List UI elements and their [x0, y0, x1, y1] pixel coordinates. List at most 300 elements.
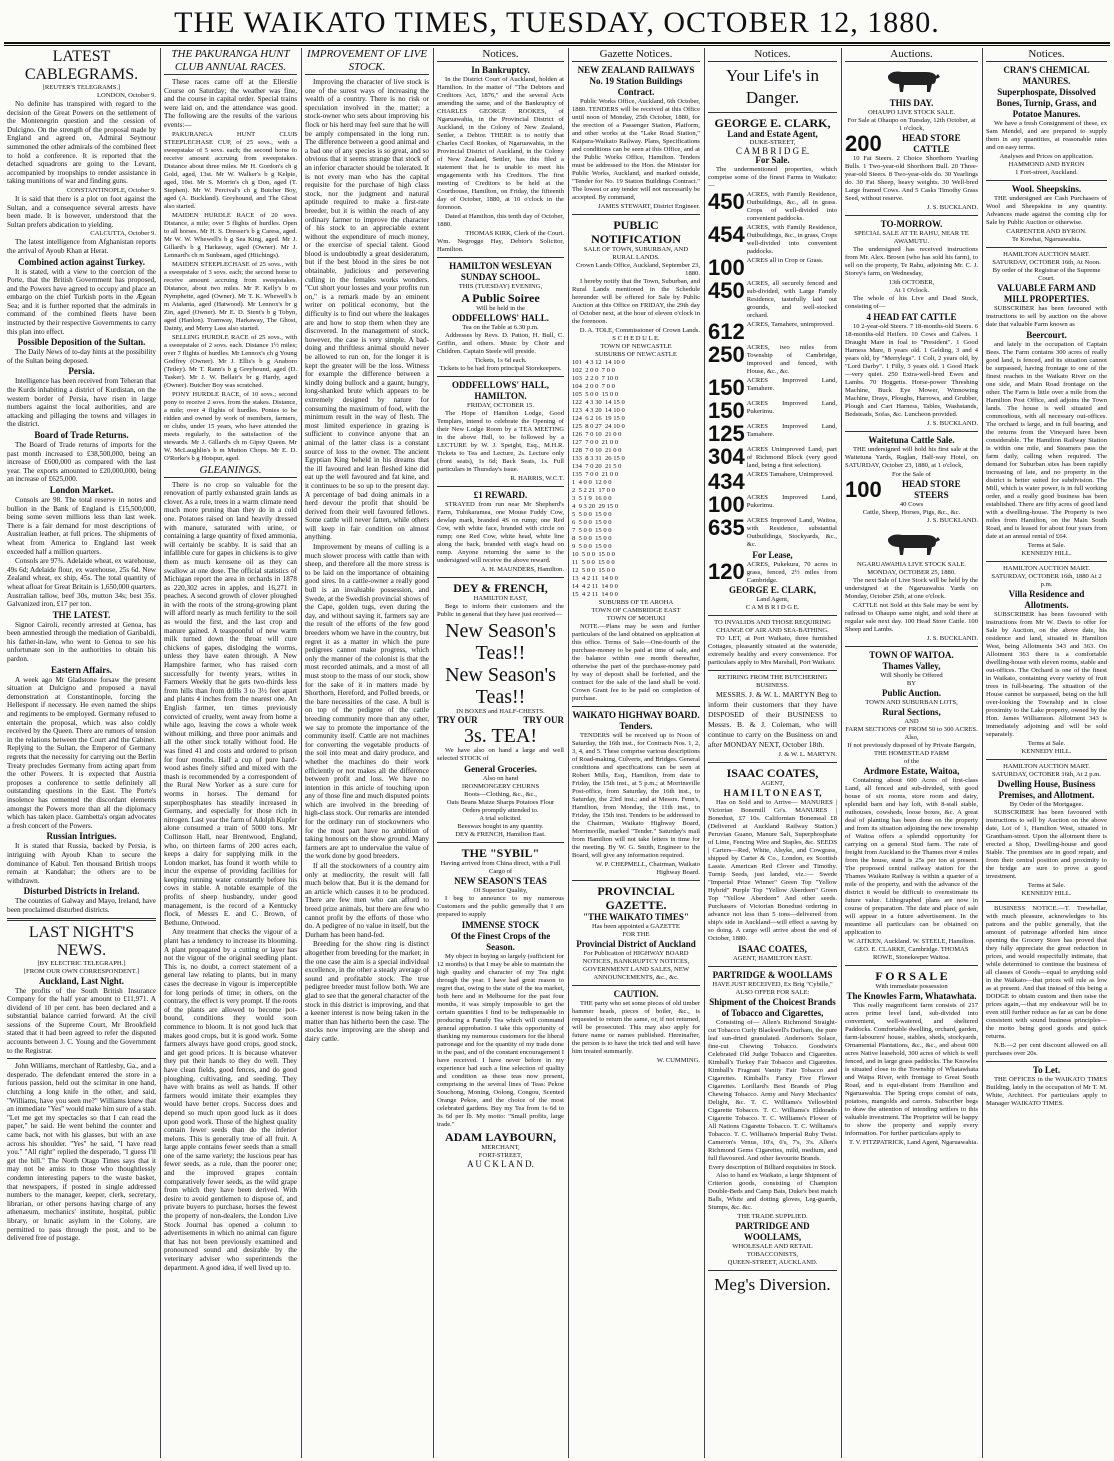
schedule-row: 101 4 3 12 14 10 0 [572, 359, 625, 366]
notice-body: Public Works Office, Auckland, 6th October, 1880. TENDERS will be received at this Office until noon of Monday, 25th October, 1880, for the erection of a Passenger Station, Platform, and other works at the "Lake Road Station," Kaipara-Waikato Railway. Plans, Specifications and conditions can be seen at this Office, and at the Public Works Office, Hamilton. Tenders must be addressed to the Hon. the Minister for Public Works, Auckland, and marked outside, "Tender for No. 19 Station Buildings Contract." The lowest or any tender will not necessarily be accepted. By command, [572, 98, 700, 201]
credit: [BY ELECTRIC TELEGRAPH.] [37, 959, 126, 967]
notice-line: PARTRIDGE AND WOOLLAMS, [735, 1221, 810, 1243]
schedule-row: 12 5 0 0 15 0 0 [572, 567, 615, 574]
notice-line: Every description of Billiard requisites in Stock. [708, 1164, 837, 1172]
notice-line: H A M I L T O N E A S T, [723, 788, 822, 799]
land-description: ACRES all in Crop or Grass. [746, 257, 824, 265]
section-heading: Auctions. [845, 48, 978, 62]
article-paragraph: It is stated, with a view to the coercion of the Porte, that the British Government has proposed, and the Powers have agreed to occupy and place an embargo on the chief Turkish ports in the Ægean Sea; and it is further reported that the admirals in command of the combined fleets have been instructed by their respective Governments to carry this plan into effect. [7, 267, 156, 336]
notice-body: The undermentioned properties, which comprise some of the finest Farms in Waikato:— [708, 166, 837, 190]
schedule-row: 10 5 0 0 15 0 0 [572, 551, 615, 558]
article-paragraph: The profits of the South British Insurance Company for the half year amount to £11,971. A dividend of 10 per cent. has been declared and a substantial balance carried forward. At the civil sessions of the Supreme Court, Mr Brookfield stated that it had been agreed to refer the disputed accounts between J. C. Young and the Government to the Registrar. [7, 986, 156, 1055]
notice-line: For Lease, [752, 550, 793, 561]
article-paragraph: Improving the character of live stock is one of the surest ways of increasing the wealth of a country. There is no risk or speculation involved in the matter; a stock-owner who sets about improving his flock or his herd may feel sure that he will be amply compensated in the long run. The difference between a good animal and a bad one of any species is so great, and so obvious that it seems strange that stock of an inferior character should be tolerated. It is not every man who has the capital requisite for the purchase of high class stock, nor the judgment and natural aptitude required to make a first-rate breeder, but it is within the reach of any ordinary farmer to improve the character of his stock to an appreciable extent without the expenditure of much money, or the exercise of special talent. Good blood is undoubtedly a great desideratum, but if the best blood in the sires be not obtainable, judicious and persevering culling in the females works wonders. "Cut short your losses and your profits run on," is a remark made by an eminent writer on political economy, but the difficulty is to find out where the leakages are and how to stop them when they are discovered. In the management of stock, however, the case is very simple. A bad-doing and thriftless animal should never be allowed to run on, for the longer it is kept the greater will be the loss. Witness for example the difference between a kindly doing bullock and a gaunt, hungry, long-shanked brute which appears to be extremely designed by nature for consuming the maximum of food, with the minimum result in the way of flesh. The most limited experience in grazing is sufficient to convince anyone that an animal of the latter class is a constant source of loss to the owner. The ancient Egyptian King beheld in his dreams that the ill favoured and lean fleshed kine did eat up the well favoured and fat kine, and it continues to be so up to the present day. A percentage of bad doing animals in a herd devour the profit that should be derived from their well favoured fellows. Some cattle will never fatten, while others will keep in fair condition on almost anything. [305, 78, 429, 542]
acreage: 434 [708, 469, 745, 495]
subheading: Auckland, Last Night. [38, 975, 125, 986]
notice-line: Villa Residence and Allotments. [1008, 589, 1085, 610]
signature: HAMMOND AND BYRON [1008, 161, 1085, 168]
section-heading: Notices. [986, 48, 1107, 62]
notice-body: The next Sale of Live Stock will be held by the undersigned at the Ngaruawahia Yards on Monday, October 25th, at one o'clock. [845, 577, 978, 600]
schedule-row: 133 8 3 31 26 15 0 [572, 455, 625, 462]
notice-body: The whole of his Live and Dead Stock, consisting of— [845, 295, 978, 310]
heading-latest-cablegrams: LATEST CABLEGRAMS. [24, 48, 139, 83]
article-paragraph: Breeding for the show ring is distinct altogether from breeding for the market; in the one case the aim is a special individual excellence, in the other a steady average of sound and profitable stock. The true pedigree breeder must follow both. We are glad to see that the general character of the stock in this district is improving, and that a keener interest is now being taken in the matter than has hitherto been the case. The stocks now improving are the sheep and dairy cattle. [305, 940, 429, 1043]
notice-body: THE undersigned will hold his first sale at the Waitetuna Yards, Raglan, Half-way Hotel, on SATURDAY, October 23, 1880, at 1 o'clock, [845, 446, 978, 469]
notice-line: ODDFELLOWS' HALL. [451, 313, 550, 323]
article-paragraph: Intelligence has been received from Teheran that the Kurds inhabiting a district of Kurdistan, on the western border of Persia, have risen in large numbers against the local authorities, and are attacking and pillaging the towns and villages in the district. [7, 377, 156, 429]
article-paragraph: The Board of Trade returns of imports for the past month increased to £38,500,000, being an increase of £600,000 as compared with the last year. The exports amounted to £20,000,000, being an increase of £625,000. [7, 441, 156, 484]
land-description: ACRES, with Family Residence, Outbuildings, &c., all in grass. Crops of well-divided into convenient paddocks. [746, 191, 837, 223]
divider [572, 880, 700, 881]
acreage: 120 [708, 559, 745, 585]
signature: D. A. TOLE, Commissioner of Crown Lands. [579, 327, 700, 334]
land-description: ACRES, with Family Residence, Outbuildings, &c., in grass, Crops well-divided into convenient paddocks. [746, 224, 837, 256]
notice-line: Rural Sections, [882, 707, 941, 717]
article-paragraph: There is no crop so valuable for the renovation of partly exhausted grain lands as clover. As a rule, trees in a warm climate need much more pruning than they do in a cold one. Potatoes raised on land heavily dressed with manure, saturated with urine, or containing a large quantity of fixed ammonia, will certainly be scabby. It is said that an infallible cure for gapes in chickens is to give them as much kerosene oil as they can swallow at one dose. The official statistics of Michigan report the area in orchards in 1878 as 220,302 acres in apples, and 16,271 in peaches. A second growth of clover ploughed in with the roots of the strong-growing plant will afford nearly as much fertility to the soil as would the first, and the last crop and manure gained. A teaspoonful of new warm milk turned down the throat will cure chickens of gapes, dislodging the worms, unless they have eaten through. A New Hampshire farmer, who has raised corn successfully for twenty years, writes in Farmers Weekly that he gets two-thirds less from hills than from drills 3 to 3½ feet apart and plants 4 inches from the nearest one. An English farmer, ten times previously convicted of cruelty, went away from home a while ago, leaving the cows a whole week without milking, and three poor animals and all the other stock totally without food. He was fined 41 and costs and ordered to prison for four months. Half a cup of pure hard-wood ashes finely sifted and mixed with the mash is recommended by a correspondent of the Rural New Yorker as a sure cure for worms in horses. The demand for superphosphates has steadily increased in Germany, and especially for those rich in nitrogen. Last year the farm of Adolph Kupfer alone consumed a train of 5000 tons. Mr Collinson Hall, near Brentwood, England, who, on thirteen farms of 200 acres each, keeps a dairy for supplying milk in the London market, has found it worth while to incur the expense of providing facilities for keeping running water constantly before his cows in stable. A notable example of the profits of sheep husbandry, under good management, is the record of a Kentucky flock, of Messrs E. and C. Brown, of Bethune, Ontwood. [164, 480, 297, 927]
article-paragraph: The counties of Galway and Mayo, Ireland, have been proclaimed disturbed districts. [7, 897, 156, 914]
article-paragraph: Improvement by means of culling is a much slower process with cattle than with sheep, and therefore all the more stress is to be laid on the importance of obtaining good sires. In a cattle-owner a really good bull is an invaluable possession, and Swede, at the Swedish provincial shows of the Cape, golden tugs, even during the day, and without saying it, farmers say are the result of the efforts of the few good breeders whom we have in the country, but regret it as a matter in which the pure pedigrees cannot make progress, which only the manner of the colonist is that the most recorded animals, and a most of all must stoop to the mass of our stock, show for the sake of it in matters made by Shorthorn, Hereford, and Polled breeds, or the bare necessities of the case. A bull is on top of the pedigree of the cattle breeding community more than any other, we say to promote the importance of the community itself. Cattle are not machines for converting the vegetable products of the soil into meat and dairy produce, and whether the machines do their work efficiently or not makes all the difference between profit and loss. We have no intention in this article of touching upon any of those fine and much disputed points which are involved in the breeding of high-class stock. Our remarks are intended for the ordinary run of stockowners who for the most part have no ambition of taking honours on the show ground. Many farmers are apt to undervalue the value of the work done by good breeders. [305, 543, 429, 861]
notice-line: NEW SEASON'S TEAS [454, 875, 547, 886]
heading-pakuranga-hunt: THE PAKURANGA HUNT CLUB ANNUAL RACES. [164, 48, 297, 75]
acreage: 612 [708, 319, 745, 345]
notice-line: THE TRADE SUPPLIED. [737, 1213, 808, 1221]
signature: KENNEDY HILL. [1021, 890, 1072, 897]
schedule-row: 14 4 2 11 14 0 0 [572, 583, 618, 590]
notice-body: Containing about 600 Acres of first-class Land, all fenced and sub-divided, with good house of six rooms, store room and dairy, splendid barn and hay loft, with 8-stall stable, outhouses, cowsheds, loose boxes, &c. A great deal of planting has been done on the property and from its situation adjoining the new township of Waitoa offers a splendid opportunity for carrying on a general Stud farm. The rate of freight from Auckland to the Thames river 4 miles from the house, stand is 25s per ton at present. The proposed central railway station for the Thames Waikato Railway is within a quarter of a mile of the property, and with the advance of the district it would be difficult to overestimate its future value. Lithographed plans are now in course of preparation. The date and place of sale will appear in a future advertisement. In the meantime all particulars can be obtained on application to [845, 777, 978, 936]
race-result: MAIDEN HURDLE RACE of 20 sovs. Distance, a mile; over 5 flights of hurdles. Open to all horses. Mr H. S. Dresser's b g Caress, aged. Mr W. W. Whewell's b g Sea King, aged. Mr J. Gillard's b g Harkaway, aged (Owner). Mr J. Lennard's ch m Sunbeam, aged (Hitchings). [164, 211, 297, 259]
notice-line: No. 19 Station Buildings Contract. [589, 76, 683, 97]
notice-body: TO LET, at Port Waikato, three furnished Cottages, pleasantly situated at the waterside, extremely healthy and every convenience. For particulars apply to Mrs Marshall, Port Waikato. [708, 635, 837, 667]
land-item [708, 494, 837, 516]
notice-line: Terms at Sale. [1027, 740, 1066, 747]
land-description: ACRES Improved Land, Tamahere. [746, 377, 837, 393]
notice-line: Tea on the Table at 6.30 p.m. [462, 324, 539, 331]
signature: J. S. BUCKLAND. [926, 204, 978, 211]
notice-line: AND [904, 718, 919, 725]
race-result: SELLING HURDLE RACE of 25 sovs., with a sweepstake of 2 sovs. each. Distance 1½ miles; over 7 flights of hurdles. Mr Lennox's ch g Young Godfrey (Owner). Mr J. Ellis's b g Anaboro (Tetley). Mr T. Rann's b g Greyhound, aged (D. Tasker). Mr J. W. Bellair's br g Hardy, aged (Owner). Butcher Boy was scratched. [164, 333, 297, 389]
dateline: CALCUTTA, October 9. [90, 230, 156, 238]
notice-body: NOTE.—Plans may be seen and further particulars of the land obtained on application at this office. Terms of Sale—One-fourth of the purchase-money to be paid at time of sale, and the balance within one month thereafter, otherwise the part of the purchase-money paid by way of deposit shall be forfeited, and the contract for the sale of the land shall be void. Crown Grant fee to be paid on completion of purchase. [572, 623, 700, 702]
schedule-row: 1 4 0 0 12 0 0 [572, 479, 612, 486]
notice-line: If not previously disposed of by Private Bargain, [847, 742, 976, 749]
acreage: 150 [708, 398, 745, 424]
heading-wool-sheepskins: Wool. Sheepskins. [1011, 184, 1082, 194]
divider [708, 615, 837, 616]
schedule-row: 7 5 0 0 15 0 0 [572, 527, 612, 534]
subheading: Possible Deposition of the Sultan. [17, 337, 146, 348]
notice-line: Public Auction. [881, 688, 941, 698]
heading-megs-diversion: Meg's Diversion. [714, 1275, 831, 1295]
signature: KENNEDY HILL. [1021, 748, 1072, 755]
notice-body: Has on Sold and to Arrive— MANURES | Victorian Bonemill Co's. MANURES | Bonedust, £7 10s. Californian Bonemeal £8 (Delivered at Auckland Railway Station.) Peruvian Guano, Manure Salt, Superphosphate of Lime, Fencing Wire and Staples, &c. SEEDS | Carters—Red, White, Alsyke, and Cowgrass, shipped by Carter & Co., London, ex Scottish Lassie. American Red Clover and Timothy. Turnip Seeds, just landed, viz.:— Swede "Imperial Prize Winner" Green Top "Yellow Hybrid" Purple Top "Yellow Aberdeen" Green Top "Yellow Aberdeen" And other seeds. Purchasers of Victorian Bonedust ordering in advance not less than 5 tons—delivered from ship's side in Auckland—will effect a saving by so doing. A cargo will arrive about the end of October, 1880. [708, 799, 837, 943]
notice-line: For Sale at Ohaupo on Tuesday, 12th October, at 1 o'clock, [847, 117, 976, 132]
notice-line: AGENT, HAMILTON EAST. [733, 955, 812, 963]
land-item [708, 517, 837, 549]
heading-invalids: TO INVALIDS AND THOSE REQUIRING CHANGE OF AIR AND SEA-BATHING. [714, 619, 831, 635]
notice-line: 13th OCTOBER, [888, 279, 935, 286]
notice-body: Consisting of— Allen's Richmond Straight-cut Tobacco Curly Blackwell's Durham, the pure leaf sun-dried granulated. Anderson's Solace, fine-cut Chewing Tobacco. Goodwin's Celebrated Old Judge Tobacco and Cigarettes. Kimball's Turkey Fair Tobacco and Cigarettes. Kimball's Fragrant Vanity Fair Tobacco and Cigarettes. Kimball's Fancy Five Flower Cigarettes. Lorillard's Best Brands of Plug Chewing Tobacco. Army and Navy Mechanics' Delight, &c. T. C. Williams's Yellowbird Cigarette Tobacco. T. C. Williams's Eldorado Cigarette Tobacco. T. C. Williams's Flower of All Nations Cigarette Tobacco. T. C. Williams's Tobacco. T. C. Williams's Imperial Ruby Twist. Cameron's Venus, 10's, 6's, 7's, 3's. Allen's Richmond Gems Cigarettes, mild, medium, and full flavoured. And other favourite Brands. [708, 1019, 837, 1163]
schedule-row: 6 5 0 0 15 0 0 [572, 519, 612, 526]
heading-gleanings: GLEANINGS. [164, 464, 297, 478]
notice-body: MESSRS. J. & W. L. MARTYN Beg to inform their customers that they have DISPOSED of their BUSINESS to Messrs. B. & J. Coleman, who will continue to carry on the Business on and after MONDAY NEXT, October 18th. [708, 690, 837, 750]
notice-line: Analyses and Prices on application. [999, 153, 1094, 160]
article-paragraph: These races came off at the Ellerslie Course on Saturday; the weather was fine, and the course in capital order. Special trains were laid on, and the attendance was good. The following are the results of the various events:— [164, 78, 297, 129]
article-paragraph: If all the stockowners of a country aim only at mediocrity, the result will fall much below that. But it is the demand for an article which causes it to be produced. There are few men who can afford to breed prize animals, but there are few who cannot profit by the efforts of those who do. A pedigree of no value in itself, but the Durham has been hand-fed. [305, 862, 429, 939]
heading-sybil: THE "SYBIL" [461, 845, 540, 860]
notice-line: MONDAY, OCTOBER 25, 1880. [867, 569, 956, 576]
signature: W. CUMMING. [656, 1057, 700, 1064]
divider [437, 577, 564, 578]
acreage: 125 [708, 421, 745, 447]
notice-line: Of the Finest Crops of the Season. [450, 930, 551, 952]
signature: KENNEDY HILL. [1021, 550, 1072, 557]
notice-body: 10 2-year-old Steers. 7 18-months-old Steers. 6 18-months-old Heifers. 10 Cows and Calves. 1 Draught Mare in foal to "President". 1 Good Harness Mare, 8 years old. 1 Gelding, 3 and 4 years old, by "Merrylegs". 1 Colt, 2 years old, by "Lord Darby". 1 Filly, 3 years old. 1 Good Hack—very quiet. 250 Extra-well-bred Ewes and Lambs. 70 Hoggetts. Horse-power Threshing Machine, Buck Eye Mower, Winnowing Machine, Drays, Ploughs, Harrows, and Grubber, Plough and Cart Harness, Tables, Washstands, Bedsteads, Sofas, &c. Luncheon provided. [845, 323, 978, 418]
notice-line: IRONMONGERY CHURNS [461, 782, 540, 790]
land-description: ACRES Unimproved Land, part of Richmond Block (very good land, being a first selection). [746, 446, 837, 470]
lot-count: 100 [845, 477, 882, 502]
column-notices-right [982, 48, 1110, 1458]
schedule-row: 2 5 2 21 17 0 0 [572, 487, 615, 494]
heading-ngaruawahia-sale: NGARUAWAHIA LIVE STOCK SALE. [857, 561, 966, 568]
notice-line: At 1 O'clock. [893, 287, 930, 294]
dateline: CONSTANTINOPLE, October 9. [66, 186, 156, 194]
tea-price: 3s. TEA! [464, 724, 537, 747]
land-description: ACRES, Tamahere, unimproved. [746, 321, 834, 329]
article-paragraph: No definite has transpired with regard to the decision of the Great Powers on the settlement of the Montenegrin question and the cession of Dulcigno. On the strength of the proposal made by England and agreed on, Admiral Seymour summoned the other admirals of the combined fleet to hold a conference. It is reported that the detached squadrons are going to the Levant, accompanied by troopships to render assistance in taking munitions of war and finding guns. [7, 100, 156, 186]
heading-to-let: To Let. [1032, 1065, 1061, 1075]
schedule-row: 128 7 0 10 21 0 0 [572, 447, 622, 454]
section-heading: Notices. [708, 48, 837, 62]
section-heading: Gazette Notices. [572, 48, 700, 62]
lot-line [845, 479, 978, 501]
signature: J. S. BUCKLAND. [926, 635, 978, 642]
schedule-heading: TOWN OF MOHUKI [606, 615, 666, 622]
notice-line: VALUABLE FARM AND MILL PROPERTIES. [997, 283, 1096, 304]
article-paragraph: Signor Cairoli, recently arrested at Genoa, has been amnestied through the mediation of Garibaldi, his father-in-law, who went to Genoa to see his unfortunate son in the authorities to obtain his pardon. [7, 620, 156, 664]
notice-line: Terms at Sale. [1027, 542, 1066, 549]
notice-line: THE HOMESTEAD FARM [874, 750, 949, 757]
notice-line: Cattle, Sheep, Horses, Pigs, &c., &c. [862, 509, 961, 516]
article-paragraph: Any treatment that checks the vigour of a plant has a tendency to increase its blooming. A plant propagated by a cutting or layer has not the vigour of the original seedling plant. This is, no doubt, a correct statement of a general law relating to plants, but in many cases the decrease in vigour is imperceptible for long periods of time; in others, on the contrary, the effect is very prompt. If the roots of the plants are allowed to become pot-bound, conditions they would soon commence to bloom. It is not good luck that makes good crops, but it is good work. Some farmers always have good crops, good stock, and get good prices. It is because whatever they put their hands to they do well. They have clean fields, good fences, and do good ploughing, cultivating, and seeding. They have with brains as well as hands. If other farmers would imitate their examples they would have better crops. Success does and depend so much upon good luck as it does upon good work. Those of the highest quality contain fewer seeds than do the inferior melons. This is generally true of all fruit. A large apple contains fewer seeds than a small one of the same variety; the luscious pear has fewer seeds, as a rule, than the poorer one; and the improved grapes contain comparatively fewer seeds, as the wild grape from which they have been derived. With desire to avoid gentlemen to dispose of, and private buyers to purchase, horses the fewest the property of non-dealers, the London Live Stock Journal has opened a column to advertisements in which no animal can figure that has not been previously examined and pronounced sound and desirable by the veterinary adviser who superintends the department. A good idea, if well lived up to. [164, 928, 297, 1272]
notice-line: A Public Soiree [461, 291, 540, 305]
notice-line: SPECIAL SALE AT TE RAHU, NEAR TE AWAMUTU. [854, 230, 969, 245]
section-heading: Notices. [437, 48, 564, 62]
notice-line: SATURDAY, OCTOBER 16th, At 2 p.m. [992, 771, 1101, 778]
divider [986, 901, 1107, 902]
schedule-row: 103 2 2 0 7 10 0 [572, 375, 619, 382]
schedule-row: 127 7 0 0 21 0 0 [572, 439, 619, 446]
heading-waitetuna-sale: Waitetuna Cattle Sale. [868, 435, 955, 445]
notice-body: SUBSCRIBER has been favoured with instructions to sell by auction on the above date that valuable Farm known as [986, 305, 1107, 328]
acreage: 635 [708, 515, 745, 541]
notice-body: I beg to announce to my numerous Customers and the public generally that I am prepared to supply [437, 894, 564, 918]
masthead [0, 6, 1114, 42]
notice-line: SATURDAY, OCTOBER 16th, 1880 At 2 p.m. [991, 573, 1102, 588]
tea-display-line: New Season's Teas!! [445, 664, 556, 708]
notice-body: THE undersigned are Cash Purchasers of Wool and Sheepskins in any quantity. Advances made against the coming clip for Sale by Public Auction or otherwise. [986, 195, 1107, 226]
masthead-rule [4, 42, 1110, 46]
advertiser-name: ISAAC COATES, [726, 766, 819, 781]
schedule-heading: S C H E D U L E. [612, 335, 660, 342]
signature: CARPENTER AND BYRON. [1006, 228, 1087, 235]
try-our-label: TRY OUR [523, 715, 564, 725]
column-clark-notices [704, 48, 840, 1458]
schedule-row: 15 4 2 11 14 0 0 [572, 591, 618, 598]
notice-line: For Sale. [755, 155, 790, 166]
acreage: 450 [708, 278, 745, 304]
notice-line: TO-MORROW. [880, 219, 943, 229]
article-paragraph: The Daily News of to-day hints at the possibility of the Sultan being deposed. [7, 348, 156, 365]
notice-line: QUEEN-STREET, AUCKLAND. [727, 1259, 818, 1267]
land-item [708, 471, 837, 493]
advertiser-name: GEORGE E. CLARK, [728, 585, 816, 596]
divider [708, 762, 837, 763]
notice-line: C A M B R I D G E. [745, 604, 800, 612]
land-description: ACRES Tamahere, Unimproved. [746, 471, 834, 479]
notice-line: Also on hand [482, 774, 519, 782]
divider [708, 670, 837, 671]
notice-line: Of Superior Quality, [473, 886, 528, 894]
notice-line: Thames Valley, [882, 661, 941, 671]
notice-body: Also to hand ex Waikato, a large Shipment of Criterion goods, consisting of Champion Double-Beds and Camp Bats, Duke's best match Balls, White and dotting gloves, Leg-guards, Stumps, &c. &c. [708, 1172, 837, 1212]
acreage: 454 [708, 222, 745, 248]
signature: JAMES STEWART, District Engineer. [598, 203, 700, 210]
lot-count: 200 [845, 131, 882, 156]
notice-line: SATURDAY, OCTOBER 16th, At Noon. [992, 259, 1101, 266]
divider [986, 561, 1107, 562]
notice-body: We have a fresh Consignment of these, ex Sam Mendel, and are prepared to supply them in any quantities, at reasonable rates and on easy terms. [986, 120, 1107, 151]
notice-line: C A M B R I D G E. [735, 145, 810, 156]
column-notices [433, 48, 567, 1458]
notice-line: Shipment of the Choicest Brands of Tobacco and Cigarettes, [709, 997, 836, 1019]
heading-town-of-waitoa: TOWN OF WAITOA. [869, 650, 954, 660]
divider [845, 431, 978, 432]
signature: R. HARRIS, W.C.T. [510, 475, 564, 482]
schedule-row: 135 7 0 0 21 0 0 [572, 471, 619, 478]
notice-line: Beeswax bought in any quantity. [457, 822, 544, 830]
land-description: ACRES, Pukekura, 70 acres in grass, fenced, 2½ miles from Cambridge. [746, 561, 837, 585]
notice-body: This really magnificent farm consists of 217 acres prime level land, sub-divided into convenient, well-watered, and sheltered Paddocks. Comfortable dwelling, orchard, garden, farm-labourers' house, stables, sheds, stockyards, Ornamental Plantations, &c., &c., and about 600 acres Native leasehold, 300 acres of which is well fenced, and in large grass paddocks. The Knowles is situated close to the Township of Whatawhata and Waipa River, with frontage to Great South Road, and is equi-distant from Hamilton and Ngaruawahia. The Spring crops consist of oats, potatoes, mangolds and carrots. Subscriber begs to draw the attention of intending settlers to this valuable investment. The Proprietor will be happy to show the property and supply every information. For further particulars apply to [845, 1002, 978, 1137]
notice-line: AGENT, [760, 780, 785, 788]
notice-body: BUSINESS NOTICE.—T. Trewhellar, with much pleasure, acknowledges to his patrons and the public generally, that the amount of patronage afforded him since opening the Grocery Store has proved that they fully appreciate the great reduction in prices, and would respectfully intimate, that while determined to continue the business of all classes of Goods—equal to anything sold in the Waikato—that prices will rule as low as at present. And that instead of this being a DODGE to obtain custom and then raise the prices again,—that my endeavour will be to even still further reduce as far as can be done consistent with sound business principles—the motto being good goods and quick returns. [986, 905, 1107, 1040]
land-item [708, 191, 837, 223]
notice-line: With immediate possession [875, 983, 948, 990]
dateline: LONDON, October 9. [97, 92, 156, 99]
heading-hamilton-auction-mart: HAMILTON AUCTION MART. [1003, 763, 1090, 770]
notice-line: A U C K L A N D. [467, 1158, 534, 1169]
schedule-row: 3 5 1 9 16 0 0 [572, 495, 612, 502]
notice-line: HAMILTON EAST, [473, 595, 528, 602]
schedule-row: 124 6 2 16 19 15 0 [572, 415, 625, 422]
notice-line: MERCHANT, [481, 1143, 520, 1151]
land-item [708, 321, 837, 343]
tea-display-line: New Season's Teas!! [445, 620, 556, 664]
acreage: 100 [708, 255, 745, 281]
notice-line: Land Agent, [756, 596, 789, 604]
notice-body: and lately in the occupation of Captain Bees. The Farm contains 300 acres of really good land, is fenced, and its situation cannot be surpassed, having frontage to one of the finest reaches in the Waikato River on the one side, and Main Road frontage on the other. The Farm is little over a mile from the Hamilton Post Office, and adjoins the Town lands. The house is well situated and commodious, with all necessary out-offices. The orchard is large, and in full bearing, and the returns from the Vineyard have been considerable. The Hamilton Railway Station is within one mile, and Steamers pass the farm daily, calling when required. The demand for Suburban sites has been rapidly increasing of late, and no property in the district is better suited for subdivision. The Mill, which is water power, is in full working order, and a really good business has been established. There are fifty acres of good land with a dwelling-house. The Property is two miles from Hamilton, on the Main South Road, and is leased for about four years from date at an annual rental of £64. [986, 341, 1107, 540]
notice-body: I hereby notify that the Town, Suburban, and Rural Lands mentioned in the Schedule hereunder will be offered for Sale by Public Auction at this Office on FRIDAY, the 29th day of October next, at the hour of eleven o'clock in the forenoon. [572, 278, 700, 325]
notice-line: 1 Fort-street, Auckland. [1015, 169, 1078, 176]
notice-body: N.B.—2 per cent discount allowed on all purchases over 20s. [986, 1042, 1107, 1057]
masthead-title: THE WAIKATO TIMES, TUESDAY, OCTOBER 12, 1880. [174, 6, 940, 39]
heading-public-notification: PUBLIC NOTIFICATION [591, 218, 681, 246]
signature: DEY & FRENCH, Hamilton East. [455, 830, 546, 838]
lot-line [845, 133, 978, 155]
heading-improvement-live-stock: IMPROVEMENT OF LIVE STOCK. [306, 48, 428, 73]
land-item [708, 257, 837, 279]
notice-body: My object in buying so largely (sufficient for 12 months) is that I may be able to maintain the high quality and character of my Tea right through the year. I have had great reason to regret that, owing to the state of the tea market, both here and in Melbourne for the past four months, it was simply impossible to get the certain quantities I find to be indispensable in producing a Family Tea which will command general approbation. I take this opportunity of thanking my numerous customers for the liberal patronage and for the quantity of my trade done in the past, and of the constant encouragement I have received. I have never before in my experience had such a fine selection of quality and condition as these teas now present, comprising in the several lines of Teas: Pekoe Souchong, Moning, Oolong, Congou, Scented Orange Pekoe, and the choice of the most celebrated gardens. Buy my Tea from 1s 6d to 3s 6d per lb. My motto: "Small profits, large trade." [437, 952, 564, 1128]
notice-body: CATTLE not Sold at this Sale may be sent by railroad to Ohaupo same night, and sold there at regular sale next day. 100 Head Store Cattle. 100 Sheep and Lambs. [845, 602, 978, 633]
notice-line: Superphospate, Dissolved Bones, Turnip, Grass, and Potatoe Manures. [996, 87, 1097, 119]
advertiser-name: PARTRIDGE & WOOLLAMS [712, 970, 833, 981]
signature: J. & W. L. MARTYN. [778, 751, 837, 759]
article-paragraph: It is stated that Russia, backed by Persia, is intriguing with Ayoub Khan to secure the dominance of Kabul. Ten thousand British troops remain at Kandahar; the others are to be withdrawn. [7, 842, 156, 885]
divider [437, 842, 564, 843]
lot-description: HEAD STORE STEERS [902, 479, 961, 500]
subheading: Eastern Affairs. [51, 664, 112, 675]
notice-body: We have also on hand a large and well selected STOCK of [437, 746, 564, 762]
schedule-row: 5 5 0 0 15 0 0 [572, 511, 612, 518]
race-result: MAIDEN STEEPLECHASE of 25 sovs., with a sweepstake of 3 sovs. each; the second horse to receive amount accruing from sweepstakes. Distance, about two miles. Mr P. Kelly's b m Nymphette, aged (Owner). Mr T. K. Whewell's b m Atalanta, aged (Hatwood). Mr Lennox's br g Zin, aged (Owner). Mr E. D. Stent's b g Tobyn, aged (Hanlon). Tramway, Harkaway, The Ghost, Dainty, and Merry Lass also started. [164, 260, 297, 332]
notice-line: Terms at Sale. [1027, 882, 1066, 889]
schedule-row: 105 5 0 0 15 0 0 [572, 391, 619, 398]
notice-body: THE OFFICES in the WAIKATO TIMES Building, lately in the occupation of Mr T. M. White, Architect. For particulars apply to Manager WAIKATO TIMES. [986, 1076, 1107, 1107]
schedule-row: 123 4 3 20 14 10 0 [572, 407, 625, 414]
heading-reward: £1 REWARD. [473, 490, 528, 500]
advertiser-name: ADAM LAYBOURN, [445, 1129, 556, 1144]
divider [708, 1270, 837, 1271]
notice-line: FRIDAY, OCTOBER 15. [467, 402, 534, 409]
signature: A. H. MAUNDERS, Hamilton. [481, 566, 564, 573]
divider [986, 759, 1107, 760]
article-paragraph: It is said that there is a plot on foot against the Sultan, and a consequence several arrests have been made. It is however, understood that the Sultan prefers abdication to yielding. [7, 194, 156, 229]
divider [986, 1061, 1107, 1062]
notice-line: Will be held in the [476, 305, 525, 312]
notice-body: TENDERS will be received up to Noon of Saturday, the 16th inst., for Contracts Nos. 1, 2, 3, 4, and 5. These comprise various descriptions of Road-making, Culverts, and Bridges. General conditions and specifications can be seen at Robert Mills, Esq., Hamilton, from date to Friday, the 15th inst., at 5 p.m.; at Morrinsville Post-office, from Saturday, the 16th inst., to Saturday, the 23rd inst.; and at Messrs. Fenn's, Hamilton, from Monday, the 11th inst., to Friday, the 15th inst. Tenders to be addressed to the Chairman, Waikato Highway Board, Morrinsville, marked "Tender." Saturday's mail from Hamilton will not take letters in time for the meeting. By W. G. Smith, Engineer to the Board, will give any information required. [572, 732, 700, 859]
land-listing [708, 191, 837, 549]
notice-line: FORT-STREET, [478, 1151, 523, 1159]
notice-line: Boots—Clothing, &c., &c., [464, 790, 537, 798]
notice-line: Tenders. [619, 721, 653, 731]
heading-provincial-gazette: PROVINCIAL GAZETTE. [597, 884, 675, 912]
notice-line: A trial solicited. [479, 814, 522, 822]
notice-line: Also, [904, 734, 919, 741]
schedule-row: 9 5 0 0 15 0 0 [572, 543, 612, 550]
notice-line: Provincial District of Auckland [576, 939, 696, 949]
bull-illustration [882, 66, 942, 94]
heading-dey-french: DEY & FRENCH, [453, 581, 548, 595]
notice-line: Land and Estate Agent, [727, 129, 818, 139]
divider [708, 966, 837, 967]
land-item [708, 400, 837, 422]
heading-last-nights-news: LAST NIGHT'S NEWS. [28, 923, 135, 959]
divider [572, 985, 700, 986]
heading-hamilton-auction-mart: HAMILTON AUCTION MART. [1003, 251, 1090, 258]
acreage: 150 [708, 375, 745, 401]
notice-line: Has been appointed a GAZETTE [592, 923, 680, 930]
land-item [708, 344, 837, 376]
schedule-heading: TOWN OF CAMBRIDGE EAST [591, 607, 681, 614]
notice-line: "THE WAIKATO TIMES" [583, 912, 689, 922]
land-description: ACRES, two miles from Township of Cambridge, improved and fenced, with House, &c., &c. [746, 344, 837, 376]
notice-line: FOR THE [622, 931, 650, 938]
subheading: Combined action against Turkey. [17, 256, 146, 267]
credit-reuters: [REUTER'S TELEGRAMS.] [42, 84, 121, 91]
land-item [708, 280, 837, 320]
notice-body: SUBSCRIBER has been favoured with instructions from Mr W. Davis to offer for Sale by Auction, on the above date, his residence and land, situated in Hamilton West, being Allotments 343 and 363. On Allotment 363 there is a comfortable dwelling-house with eleven rooms, stable and out-offices. The Orchard is one of the finest in Waikato, containing every variety of fruit trees in full-bearing. The situation of the House cannot be surpassed, being on the hill over-looking the Township and in close proximity to the Lake property, owned by the Hon. James Williamson. Allotment 343 is immediately adjoining and will be sold separately. [986, 611, 1107, 738]
schedule-heading: SUBURBS OF NEWCASTLE [595, 351, 677, 358]
article-paragraph: A week ago Mr Gladstone forsaw the present situation at Dulcigno and proposed a naval demonstration at Constantinople, forcing the Hellespont if necessary. He even named the ships and regiments to be employed. Germany refused to entertain the proposal, which was also coldly received by the Queen. There are rumors of tension in the relations between the Court and the Cabinet. Replying to the Sultan, the Emperor of Germany regrets that the necessity for carrying out the Berlin Treaty precludes Germany from acting apart from the other Powers. It is expected that Austria proposes a conference to settle definitely all outstanding questions in the East. The Porte's insolence has cemented the discordant elements amongst the Powers more than all the diplomacy which has taken place. Gambetta's organ advocates a fresh concert of the Powers. [7, 675, 156, 830]
schedule-row: 122 4 3 30 14 15 0 [572, 399, 625, 406]
heading-retiring: RETIRING FROM THE BUTCHERING BUSINESS. [717, 674, 828, 690]
divider [7, 1058, 156, 1059]
subheading: Persia. [68, 366, 95, 377]
divider [845, 965, 978, 966]
acreage: 250 [708, 342, 745, 368]
schedule-row: 8 5 0 0 15 0 0 [572, 535, 612, 542]
race-result: PAKURANGA HUNT CLUB STEEPLECHASE CUP, of 25 sovs., with a sweepstake of 5 sovs. each; the second horse to receive amount accruing from sweepstakes. Distance about three miles. Mr H. Gordon's ch g Gold, aged, 13st. Mr W. Walker's b g Kelpie, aged, 10st. Mr S. Morrin's ch g Don, aged (T. Stephen). Mr W. Percival's ch g Butcher Boy, aged (A. Buckland). Greyhound, and The Ghost also started. [164, 130, 297, 210]
divider [437, 376, 564, 377]
notice-body: Dated at Hamilton, this tenth day of October, 1880. [437, 213, 564, 228]
notice-line: For the Sale of [891, 471, 931, 478]
subheading: THE LATEST. [52, 609, 111, 620]
notice-body: STRAYED from run near Mr Shepherd's Farm, Tuhikaramea, one Mouse Fuddy Cow, dewlap mark, branded 4S on rump; one Red Cow, with white face, branded with circle on rump; one Red Cow, white head, white line along the back, branded with stag's head on rump. Anyone returning the same to the undersigned will receive the above reward. [437, 501, 564, 564]
credit: [FROM OUR OWN CORRESPONDENT.] [23, 967, 140, 975]
land-description: ACRES Improved Land, Pukerimu. [746, 400, 837, 416]
land-description: ACRES Improved Land, Pukerimu. [746, 494, 837, 510]
subheading: Disturbed Districts in Ireland. [23, 886, 140, 897]
notice-line: Will Shortly be Offered [880, 672, 943, 679]
signature: THOMAS KIRK, Clerk of the Court. [465, 230, 564, 237]
divider [572, 214, 700, 215]
heading-caution: CAUTION. [613, 989, 659, 999]
notice-line: ALSO OFFER FOR SALE: [735, 989, 810, 997]
article-paragraph: John Williams, merchant of Rattlesby, Ga., and a desperado. The defendant entered the store in a furious passion, held out the scimitar in one hand, clutching a long knife in the other, and said, "Williams, have you seen me?" Williams knew that an immediate "Yes" would make him sure of a stab. "Let me get my spectacles so that I can read the paper," he said. He went behind the counter and came back, not with his glasses, but with an axe across his shoulder. "Yes" he said, "I have read you." "All right" replied the desperado, "I guess I'll get the bill." The North Otago Times says that it may not be amiss to those who thoughtlessly condemn interesting papers to the waste basket, that newspapers, if posted in single addressed numbers to the manager, keeper, clerk, secretary, librarian, or other persons having charge of any athenaeum, mechanics' institute, hospital, public library, or lunatic asylum in the Colony, are permitted to pass through the post, and to be delivered free of postage. [7, 1062, 156, 1243]
land-description: ACRES, all securely fenced and sub-divided, with Large Family Residence, tastefully laid out grounds, and well-stocked orchard. [746, 280, 837, 320]
notice-line: 40 Cows [899, 501, 924, 508]
notice-line: By Order of the Mortgagee. [1009, 801, 1084, 808]
bull-illustration [882, 529, 942, 557]
land-description: ACRES Improved Land, Tamahere. [746, 423, 837, 439]
notice-line: THIS (TUESDAY) EVENING, [458, 283, 543, 290]
schedule-row: 104 2 0 0 7 0 0 [572, 383, 615, 390]
notice-body: The Hope of Hamilton Lodge, Good Templars, intend to celebrate the Opening of their New Lodge Room by a TEA MEETING in the above Hall, to be followed by a LECTURE by W. J. Speight, Esq., M.H.R. Tickets to Tea and Lecture, 2s. Lecture only (front seats), 1s 6d; Back Seats, 1s. Full particulars in Thursday's issue. [437, 410, 564, 473]
subheading: Russian Intrigues. [46, 831, 117, 842]
schedule-row: 4 9 3 20 29 15 0 [572, 503, 619, 510]
heading-for-sale: F O R S A L E [875, 969, 948, 983]
notice-body: THE party who set some pieces of old timber hammer heads, pieces of boiler, &c., is requested to return the same, or, if not returned, will be prosecuted. This may also apply for future name or names published. Hereinafter, the person is to have the trick tied and will have him treated summarily. [572, 1000, 700, 1055]
notice-line: Ardmore Estate, Waitoa, [863, 766, 960, 776]
divider [708, 112, 837, 113]
acreage: 450 [708, 189, 745, 215]
notice-line: Crown Lands Office, Auckland, September 23, 1880. [575, 262, 700, 277]
notice-line: DUKE-STREET, [749, 138, 796, 146]
heading-your-lifes-in-danger: Your Life's in Danger. [726, 66, 819, 107]
column-pakuranga-races [160, 48, 300, 1458]
notice-line: Tickets, 1s 6d each. [474, 357, 527, 364]
divider [437, 486, 564, 487]
notice-body: 10 Fat Steers. 2 Choice Shorthorn Yearling Bulls. 1 Two-year-old Shorthorn Bull. 20 Three-year-old Steers. 8 Two-year-olds do. 30 Yearlings do. 30 Fat Sheep, heavy weights. 30 Well-bred Large framed Cows. And 5 Casks Timothy Grass Seed, without reserve. [845, 155, 978, 202]
article-paragraph: The latest intelligence from Afghanistan reports the arrival of Ayoub Khan at Herat. [7, 238, 156, 255]
lot-description: HEAD STORE CATTLE [902, 133, 961, 154]
heading-oddfellows: ODDFELLOWS' HALL, HAMILTON. [451, 380, 550, 401]
schedule-row: 125 8 0 27 24 10 0 [572, 423, 625, 430]
notice-line: Orders promptly attended to. [462, 806, 539, 814]
try-our-row [437, 716, 564, 725]
schedule-row: 102 2 0 0 7 0 0 [572, 367, 615, 374]
notice-line: General Groceries. [464, 763, 537, 774]
heading-crans-manures: CRAN'S CHEMICAL MANURES. [1003, 65, 1090, 86]
